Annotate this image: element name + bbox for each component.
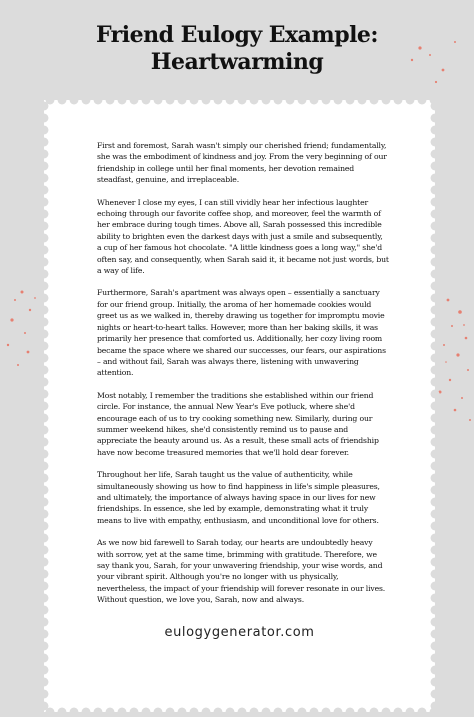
page-title [0,22,474,76]
paragraph: Furthermore, Sarah's apartment was always open – essentially a sanctuary for our friend group. Initially, the aroma of her homemade cookies would greet us as we walked in, thereby drawing us together for impromptu movie nights or heart-to-heart talks. However, more than her baking skills, it was primarily her presence that comforted us. Additionally, her cozy living room became the space where we shared our successes, our fears, our aspirations – and without fail, Sarah was always there, listening with unwavering attention. [97,288,386,378]
perforation-right [430,100,440,712]
perforation-left [39,100,49,712]
paragraph: Most notably, I remember the traditions she established within our friend circle. For instance, the annual New Year's Eve potluck, where she'd encourage each of us to try cooking something new. Similarly, during our summer weekend hikes, she'd consistently remind us to pause and appreciate the beauty around us. As a result, these small acts of friendship have now become treasured memories that we'll hold dear forever. [97,390,379,457]
paragraph: Whenever I close my eyes, I can still vividly hear her infectious laughter echoing through our favorite coffee shop, and moreover, feel the warmth of her embrace during tough times. Above all, Sarah possessed this incredible ability to brighten even the darkest days with just a smile and subsequently, a cup of her famous hot chocolate. "A little kindness goes a long way," she'd often say, and consequently, when Sarah said it, it became not just words, but a way of life. [97,197,389,276]
paragraph: As we now bid farewell to Sarah today, our hearts are undoubtedly heavy with sorrow, yet at the same time, brimming with gratitude. Therefore, we say thank you, Sarah, for your unwavering friendship, your wise words, and your vibrant spirit. Although you're no longer with us physically, nevertheless, the impact of your friendship will forever resonate in our lives. Without question, we love you, Sarah, now and always. [97,538,386,605]
eulogy-card [44,100,435,712]
paragraph: Throughout her life, Sarah taught us the value of authenticity, while simultaneously showing us how to find happiness in life's simple pleasures, and ultimately, the importance of always having space in our lives for new friendships. In essence, she led by example, demonstrating what it truly means to live with empathy, enthusiasm, and unconditional love for others. [97,470,380,525]
paragraph: First and foremost, Sarah wasn't simply our cherished friend; fundamentally, she was the embodiment of kindness and joy. From the very beginning of our friendship in college until her final moments, her devotion remained steadfast, genuine, and irreplaceable. [97,141,387,185]
eulogy-text [97,140,389,617]
title-line-1: Friend Eulogy Example: [95,22,379,48]
site-url: eulogygenerator.com [164,625,315,640]
title-line-2: Heartwarming [150,49,324,75]
perforation-bottom [44,707,435,717]
perforation-top [44,95,435,105]
